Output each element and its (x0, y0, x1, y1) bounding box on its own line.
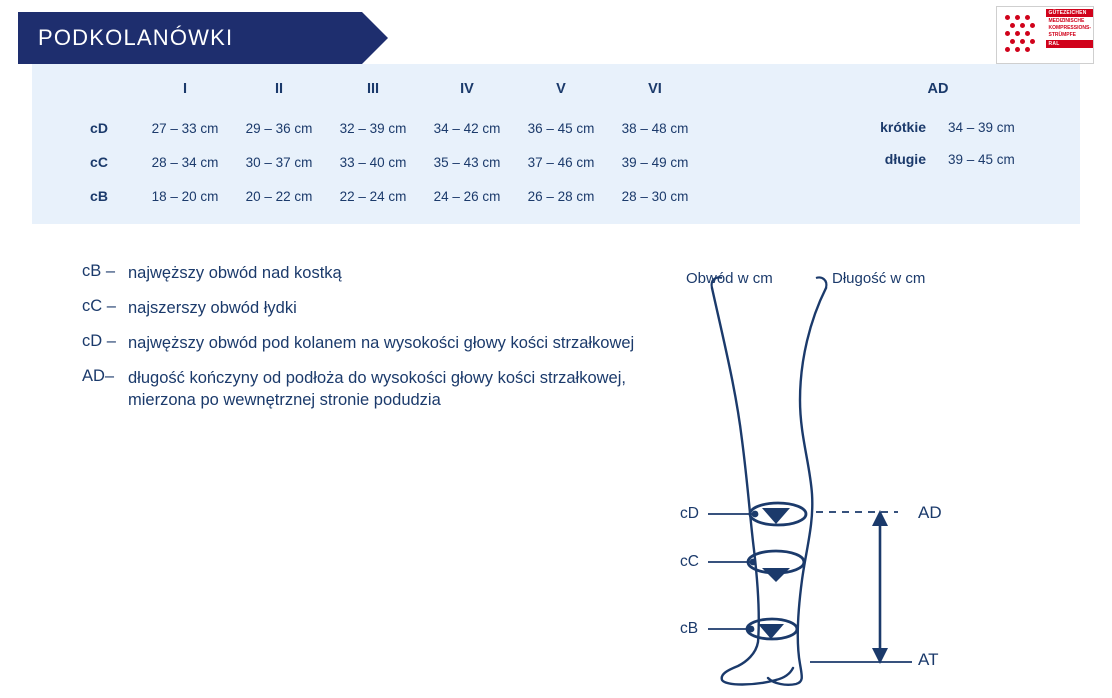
legend-item (82, 297, 642, 319)
table-row (60, 145, 702, 179)
table-cell: 34 – 42 cm (433, 120, 501, 136)
table-row (60, 111, 702, 145)
legend-key: AD– (82, 367, 115, 385)
table-column-header: IV (460, 81, 474, 97)
table-cell: 37 – 46 cm (527, 154, 595, 170)
table-cell: 39 – 49 cm (621, 154, 689, 170)
table-cell: 33 – 40 cm (339, 154, 407, 170)
size-table-panel (32, 64, 1080, 224)
legend-item (82, 332, 642, 354)
table-cell: 28 – 30 cm (621, 188, 689, 204)
table-header-row (60, 72, 702, 111)
ad-row-label: krótkie (880, 119, 926, 135)
ad-table-row (822, 143, 1054, 175)
legend-text: długość kończyny od podłoża do wysokości głowy kości strzałkowej, mierzona po wewnętrznej stronie podudzia (128, 369, 626, 409)
table-cell: 26 – 28 cm (527, 188, 595, 204)
table-cell: 27 – 33 cm (151, 120, 219, 136)
ral-line-5: RAL (1046, 40, 1093, 48)
table-row-label: cD (90, 120, 108, 136)
diagram-marker-at: AT (918, 650, 939, 669)
legend-item (82, 262, 642, 284)
table-column-header: II (274, 81, 284, 97)
table-column-header: III (366, 81, 380, 97)
ral-line-4: STRÜMPFE (1048, 32, 1076, 38)
table-cell: 28 – 34 cm (151, 154, 219, 170)
table-row (60, 179, 702, 213)
table-cell: 36 – 45 cm (527, 120, 595, 136)
table-cell: 22 – 24 cm (339, 188, 407, 204)
diagram-marker-cb: cB (680, 620, 699, 637)
page-title: PODKOLANÓWKI (38, 25, 234, 50)
ral-dots-icon (997, 7, 1046, 63)
legend-text: najwęższy obwód pod kolanem na wysokości głowy kości strzałkowej (128, 334, 635, 352)
diagram-marker-cd: cD (680, 505, 699, 522)
table-row-label: cB (90, 188, 108, 204)
legend-key: cB – (82, 262, 116, 280)
ad-table-header: AD (927, 81, 949, 97)
leg-measurement-diagram (650, 250, 1090, 690)
table-cell: 24 – 26 cm (433, 188, 501, 204)
diagram-label-length: Długość w cm (832, 270, 926, 287)
ad-table-header-row (822, 72, 1054, 111)
table-cell: 35 – 43 cm (433, 154, 501, 170)
legend-key: cC – (82, 297, 116, 315)
page-header-banner (18, 12, 362, 64)
legend-key: cD – (82, 332, 116, 350)
table-cell: 20 – 22 cm (245, 188, 313, 204)
ral-logo-text (1046, 7, 1093, 63)
legend-text: najwęższy obwód nad kostką (128, 264, 342, 282)
ad-row-label: długie (884, 151, 926, 167)
table-cell: 29 – 36 cm (245, 120, 313, 136)
table-cell: 18 – 20 cm (151, 188, 219, 204)
ral-quality-logo (996, 6, 1094, 64)
table-cell: 38 – 48 cm (621, 120, 689, 136)
table-column-header: V (556, 81, 566, 97)
ral-line-3: KOMPRESSIONS- (1048, 25, 1091, 31)
ad-table-row (822, 111, 1054, 143)
ad-row-value: 34 – 39 cm (948, 119, 1015, 135)
size-table (60, 72, 702, 213)
table-corner-cell (60, 72, 138, 111)
ad-length-table (822, 72, 1054, 175)
diagram-marker-ad: AD (918, 503, 942, 522)
diagram-marker-cc: cC (680, 553, 699, 570)
table-column-header: VI (648, 81, 662, 97)
leg-diagram-svg (650, 250, 1090, 690)
table-cell: 30 – 37 cm (245, 154, 313, 170)
table-row-label: cC (90, 154, 108, 170)
diagram-label-circumference: Obwód w cm (686, 270, 773, 287)
measurement-legend (82, 262, 642, 424)
legend-text: najszerszy obwód łydki (128, 299, 297, 317)
table-cell: 32 – 39 cm (339, 120, 407, 136)
ad-row-value: 39 – 45 cm (948, 151, 1015, 167)
ral-line-1: GÜTEZEICHEN (1046, 9, 1093, 17)
ral-line-2: MEDIZINISCHE (1048, 18, 1085, 24)
legend-item (82, 367, 642, 411)
table-column-header: I (182, 81, 188, 97)
